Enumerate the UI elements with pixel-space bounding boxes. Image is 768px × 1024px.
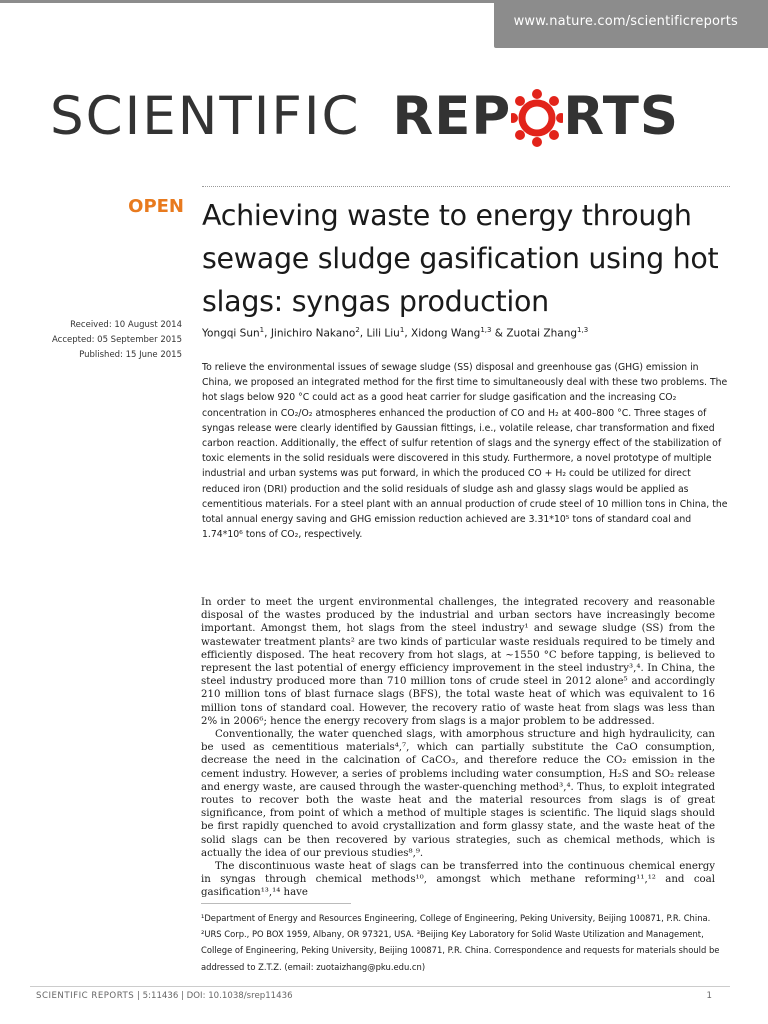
footnote-divider bbox=[201, 903, 351, 904]
author-affiliation: 1,3 bbox=[577, 326, 589, 334]
footer-journal-name: SCIENTIFIC REPORTS bbox=[36, 991, 135, 1001]
footer-divider bbox=[30, 986, 730, 987]
footer-citation: 5:11436 bbox=[142, 991, 179, 1001]
journal-url-link[interactable]: www.nature.com/scientificreports bbox=[513, 14, 738, 29]
footer-doi-link[interactable]: DOI: 10.1038/srep11436 bbox=[186, 991, 293, 1001]
author-affiliation: 1,3 bbox=[480, 326, 492, 334]
author-name[interactable]: Zuotai Zhang bbox=[506, 327, 578, 340]
accepted-date: Accepted: 05 September 2015 bbox=[52, 335, 182, 345]
affiliations-footnote: ¹Department of Energy and Resources Engineering, College of Engineering, Peking University, Beijing 100871, P.R. China. ²URS Corp., PO BOX 1959, Albany, OR 97321, USA. ³Beijing Key Laboratory for Solid Waste Utilization and Management, College of Engineering, Peking University, Beijing 100871, P.R. China. Correspondence and requests for materials should be addressed to Z.T.Z. (email: zuotaizhang@pku.edu.cn) bbox=[201, 913, 720, 972]
author-name[interactable]: Xidong Wang bbox=[411, 327, 481, 340]
article-dates bbox=[30, 318, 182, 363]
masthead-word-reports-end: RTS bbox=[563, 86, 680, 147]
article-body bbox=[201, 596, 715, 900]
page-number: 1 bbox=[706, 991, 712, 1001]
open-access-label: OPEN bbox=[128, 196, 184, 217]
author-name[interactable]: Lili Liu bbox=[366, 327, 400, 340]
gear-logo-icon bbox=[511, 80, 563, 150]
author-affiliation: 1 bbox=[399, 326, 405, 334]
author-name[interactable]: Yongqi Sun bbox=[202, 327, 260, 340]
received-date: Received: 10 August 2014 bbox=[70, 320, 182, 330]
masthead-word-reports-start: REP bbox=[392, 86, 512, 147]
published-date: Published: 15 June 2015 bbox=[79, 350, 182, 360]
page-footer: SCIENTIFIC REPORTS | 5:11436 | DOI: 10.1038/srep11436 bbox=[36, 991, 293, 1001]
url-tab bbox=[494, 0, 768, 48]
body-paragraph: The discontinuous waste heat of slags can be transferred into the continuous chemical energy in syngas through chemical methods¹⁰, amongst which methane reforming¹¹,¹² and coal gasification¹³,¹⁴ have bbox=[201, 861, 715, 899]
abstract: To relieve the environmental issues of sewage sludge (SS) disposal and greenhouse gas (GHG) emission in China, we proposed an integrated method for the first time to simultaneously deal with these two problems. The hot slags below 920 °C could act as a good heat carrier for sludge gasification and the increasing CO₂ concentration in CO₂/O₂ atmospheres enhanced the production of CO and H₂ at 400–800 °C. Three stages of syngas release were clearly identified by Gaussian fittings, i.e., volatile release, char transformation and fixed carbon reaction. Additionally, the effect of sulfur retention of slags and the synergy effect of the stabilization of toxic elements in the solid residuals were discovered in this study. Furthermore, a novel prototype of multiple industrial and urban systems was put forward, in which the produced CO + H₂ could be utilized for direct reduced iron (DRI) production and the solid residuals of sludge ash and glassy slags would be applied as cementitious materials. For a steel plant with an annual production of crude steel of 10 million tons in China, the total annual energy saving and GHG emission reduction achieved are 3.31*10⁵ tons of standard coal and 1.74*10⁶ tons of CO₂, respectively. bbox=[202, 362, 728, 541]
top-bar bbox=[0, 0, 768, 48]
body-paragraph: In order to meet the urgent environmental challenges, the integrated recovery and reasonable disposal of the wastes produced by the industrial and urban sectors have increasingly become important. Amongst them, hot slags from the steel industry¹ and sewage sludge (SS) from the wastewater treatment plants² are two kinds of particular waste residuals required to be timely and efficiently disposed. The heat recovery from hot slags, at ~1550 °C before tapping, is believed to represent the last potential of energy efficiency improvement in the steel industry³,⁴. In China, the steel industry produced more than 710 million tons of crude steel in 2012 alone⁵ and accordingly 210 million tons of blast furnace slags (BFS), the total waste heat of which was equivalent to 16 million tons of standard coal. However, the recovery ratio of waste heat from slags was less than 2% in 2006⁶; hence the energy recovery from slags is a major problem to be addressed. bbox=[201, 597, 715, 727]
journal-masthead bbox=[50, 82, 679, 152]
article-title: Achieving waste to energy through sewage sludge gasification using hot slags: syngas production bbox=[202, 199, 719, 318]
masthead-word-scientific: SCIENTIFIC bbox=[50, 86, 361, 147]
author-list: Yongqi Sun$^1$, Jinichiro Nakano$^2$, Lili Liu$^1$, Xidong Wang$^{1,3}$ & Zuotai Zhang$^{1,3}$ bbox=[202, 326, 589, 340]
author-affiliation: 2 bbox=[355, 326, 360, 334]
body-paragraph: Conventionally, the water quenched slags, with amorphous structure and high hydraulicity, can be used as cementitious materials⁴,⁷, which can partially substitute the CaO consumption, decrease the need in the calcination of CaCO₃, and therefore reduce the CO₂ emission in the cement industry. However, a series of problems including water consumption, H₂S and SO₂ release and energy waste, are caused through the waster-quenching method³,⁴. Thus, to exploit integrated routes to recover both the waste heat and the material resources from slags is of great significance, from point of which a method of multiple stages is scientific. The liquid slags should be first rapidly quenched to avoid crystallization and form glassy state, and the waste heat of the solid slags can be then recovered by various strategies, such as chemical methods, which is actually the idea of our previous studies⁸,⁹. bbox=[201, 729, 715, 859]
title-divider bbox=[202, 186, 730, 187]
author-name[interactable]: Jinichiro Nakano bbox=[270, 327, 356, 340]
author-affiliation: 1 bbox=[259, 326, 265, 334]
